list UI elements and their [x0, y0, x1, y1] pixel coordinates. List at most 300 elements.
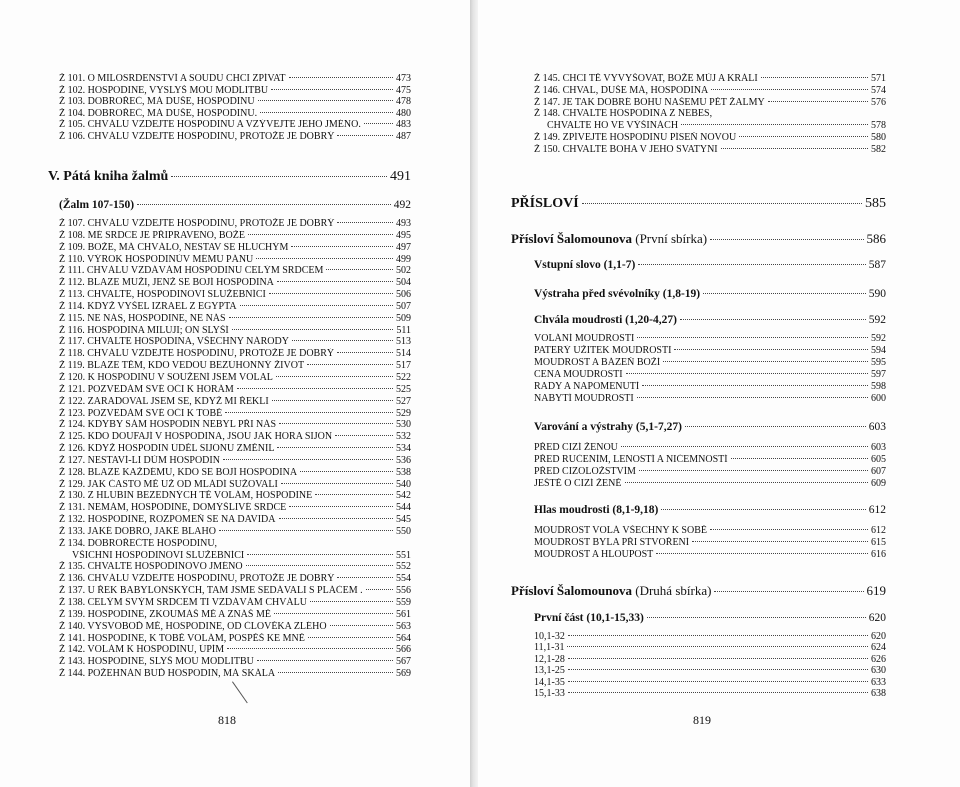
toc-subentry	[534, 665, 886, 676]
leader-dots	[248, 234, 393, 235]
entry-title: 14,1-35	[534, 676, 565, 688]
entry-page: 633	[871, 676, 886, 688]
entry-page: 603	[871, 442, 886, 453]
entry-page: 552	[396, 561, 411, 573]
entry-title: Ž 144. POŽEHNÁN BUĎ HOSPODIN, MÁ SKÁLA	[59, 668, 276, 680]
entry-title: 13,1-25	[534, 665, 565, 677]
entry-page: 525	[396, 383, 411, 395]
entry-title: Ž 142. VOLÁM K HOSPODINU, ÚPÍM	[59, 644, 225, 656]
wisdom-call-label: Hlas moudrosti (8,1-9,18)	[534, 504, 659, 516]
leader-dots	[271, 89, 393, 90]
left-top-entries	[59, 73, 411, 143]
entry-title: Ž 147. JE TAK DOBRÉ BOHU NAŠEMU PĚT ŽALMY	[534, 96, 765, 108]
entry-page: 564	[396, 632, 411, 644]
toc-entry	[534, 132, 886, 144]
toc-subentry	[534, 466, 886, 478]
entry-title: Ž 104. DOBROŘEČ, MÁ DUŠE, HOSPODINU.	[59, 107, 258, 119]
warnings-page: 603	[868, 421, 886, 433]
leader-dots	[308, 637, 393, 638]
entry-page: 605	[871, 453, 886, 465]
entry-page: 509	[396, 312, 411, 324]
entry-title: PŘED CIZÍ ŽENOU	[534, 442, 618, 453]
entry-title: Ž 129. JAK ČASTO MĚ UŽ OD MLÁDÍ SUŽOVALI	[59, 478, 278, 490]
entry-title: PŘED CIZOLOŽSTVÍM	[534, 465, 636, 477]
wisdom-praise-list	[534, 333, 886, 404]
toc-entry	[59, 265, 411, 277]
toc-entry	[59, 301, 411, 313]
entry-page: 495	[396, 229, 411, 241]
leader-dots	[247, 554, 393, 555]
entry-title: Ž 118. CHVÁLU VZDEJTE HOSPODINU, PROTOŽE JE DOBRÝ	[59, 348, 335, 360]
entry-page: 576	[871, 96, 886, 108]
toc-entry	[534, 120, 886, 132]
entry-page: 580	[871, 131, 886, 143]
toc-entry	[534, 73, 886, 85]
toc-entry	[59, 561, 411, 573]
entry-title: Ž 138. CELÝM SVÝM SRDCEM TI VZDÁVÁM CHVÁLU	[59, 597, 307, 608]
entry-title: PATERÝ UŽITEK MOUDROSTI	[534, 344, 672, 356]
entry-title: Ž 135. CHVALTE HOSPODINOVO JMÉNO	[59, 561, 243, 573]
part1-heading	[534, 611, 886, 625]
section-heading-page: 492	[393, 199, 411, 211]
leader-dots	[703, 293, 866, 294]
proverbs-heading-label: PŘÍSLOVÍ	[511, 196, 579, 211]
leader-dots	[232, 329, 394, 330]
wisdom-praise-label: Chvála moudrosti (1,20-4,27)	[534, 314, 677, 326]
collection-second-label: Přísloví Šalomounova	[511, 583, 632, 598]
entry-title: Ž 137. U ŘEK BABYLÓNSKÝCH, TAM JSME SEDÁVALI S PLÁČEM .	[59, 585, 363, 597]
leader-dots	[710, 239, 863, 240]
book-heading-page: 491	[390, 169, 411, 184]
entry-title: 10,1-32	[534, 631, 565, 642]
toc-entry	[59, 230, 411, 242]
section-heading-label: (Žalm 107-150)	[59, 199, 135, 211]
entry-page: 542	[396, 490, 411, 502]
entry-page: 532	[396, 431, 411, 443]
leader-dots	[647, 617, 866, 618]
entry-title: Ž 127. NESTAVÍ-LI DŮM HOSPODIN	[59, 454, 220, 466]
leader-dots	[279, 423, 393, 424]
leader-dots	[639, 470, 868, 471]
entry-page: 517	[396, 360, 411, 372]
leader-dots	[710, 529, 868, 530]
leader-dots	[278, 672, 393, 673]
leader-dots	[289, 77, 394, 78]
toc-subentry	[534, 478, 886, 490]
entry-page: 530	[396, 419, 411, 431]
entry-page: 620	[871, 631, 886, 642]
collection-second-sub: (Druhá sbírka)	[635, 583, 712, 598]
toc-subentry	[534, 442, 886, 454]
toc-entry	[59, 408, 411, 420]
leader-dots	[326, 269, 393, 270]
toc-entry	[59, 419, 411, 431]
toc-entry	[59, 289, 411, 301]
leader-dots	[276, 376, 393, 377]
toc-entry	[59, 372, 411, 384]
toc-entry	[59, 490, 411, 502]
leader-dots	[337, 577, 393, 578]
entry-title: Ž 134. DOBROŘEČTE HOSPODINU,	[59, 537, 218, 549]
leader-dots	[364, 123, 393, 124]
entry-page: 561	[396, 608, 411, 620]
entry-page: 582	[871, 143, 886, 155]
entry-title: Ž 140. VYSVOBOĎ MĚ, HOSPODINE, OD ČLOVĚKA ZLÉHO	[59, 620, 327, 632]
toc-subentry	[534, 369, 886, 381]
leader-dots	[582, 203, 862, 204]
leader-dots	[257, 660, 393, 661]
leader-dots	[223, 459, 393, 460]
entry-title: Ž 114. KDYŽ VYŠEL IZRAEL Z EGYPTA	[59, 300, 237, 312]
right-top-entries	[534, 73, 886, 156]
wisdom-call-heading	[534, 503, 886, 517]
entry-page: 578	[871, 120, 886, 132]
toc-entry	[59, 656, 411, 668]
toc-entry	[59, 644, 411, 656]
toc-entry	[534, 97, 886, 109]
entry-title: 11,1-31	[534, 642, 565, 654]
leader-dots	[626, 373, 868, 374]
toc-entry	[59, 668, 411, 680]
entry-title: 12,1-28	[534, 653, 565, 665]
toc-subentry	[534, 454, 886, 466]
entry-title: Ž 145. CHCI TĚ VYVYŠOVAT, BOŽE MŮJ A KRÁLI	[534, 73, 758, 84]
warning-heading	[534, 287, 886, 301]
toc-subentry	[534, 357, 886, 369]
entry-page: 559	[396, 597, 411, 608]
warnings-heading	[534, 420, 886, 434]
leader-dots	[621, 446, 868, 447]
leader-dots	[281, 483, 393, 484]
toc-entry	[534, 85, 886, 97]
toc-entry	[59, 360, 411, 372]
entry-page: 554	[396, 573, 411, 585]
warnings-label: Varování a výstrahy (5,1-7,27)	[534, 421, 682, 433]
entry-page: 616	[871, 548, 886, 560]
entry-page: 594	[871, 344, 886, 356]
section-heading	[59, 198, 411, 212]
entry-page: 475	[396, 84, 411, 96]
left-page-number: 818	[218, 713, 236, 727]
entry-title: Ž 112. BLAZE MUŽI, JENŽ SE BOJÍ HOSPODINA	[59, 277, 274, 289]
wisdom-call-page: 612	[868, 504, 886, 516]
entry-title: VŠICHNI HOSPODINOVI SLUŽEBNÍCI	[72, 549, 245, 561]
leader-dots	[310, 601, 393, 602]
leader-dots	[568, 658, 868, 659]
entry-page: 504	[396, 277, 411, 289]
entry-page: 556	[396, 585, 411, 597]
leader-dots	[637, 397, 868, 398]
leader-dots	[761, 77, 868, 78]
entry-page: 507	[396, 300, 411, 312]
warning-page: 590	[868, 288, 886, 300]
leader-dots	[568, 635, 868, 636]
entry-page: 624	[871, 642, 886, 654]
leader-dots	[237, 388, 393, 389]
entry-page: 480	[396, 107, 411, 119]
toc-subentry	[534, 381, 886, 393]
toc-entry	[59, 479, 411, 491]
warnings-list	[534, 442, 886, 490]
entry-title: Ž 130. Z HLUBIN BEZEDNÝCH TĚ VOLÁM, HOSPODINE	[59, 490, 313, 502]
entry-page: 609	[871, 477, 886, 489]
entry-title: NABYTÍ MOUDROSTI	[534, 392, 634, 404]
leader-dots	[721, 148, 868, 149]
entry-page: 595	[871, 356, 886, 368]
part1-label: První část (10,1-15,33)	[534, 612, 644, 624]
entry-page: 626	[871, 653, 886, 665]
toc-subentry	[534, 525, 886, 537]
entry-title: Ž 105. CHVÁLU VZDEJTE HOSPODINU A VZÝVEJTE JEHO JMÉNO.	[59, 119, 361, 131]
entry-page: 574	[871, 84, 886, 96]
leader-dots	[567, 646, 868, 647]
leader-dots	[661, 509, 865, 510]
toc-subentry	[534, 688, 886, 699]
leader-dots	[638, 264, 865, 265]
entry-page: 502	[396, 265, 411, 277]
proverbs-heading-page: 585	[865, 196, 886, 211]
toc-entry	[59, 242, 411, 254]
leader-dots	[258, 100, 393, 101]
leader-dots	[260, 112, 393, 113]
entry-title: Ž 133. JAKÉ DOBRO, JAKÉ BLAHO	[59, 525, 216, 537]
entry-title: Ž 139. HOSPODINE, ZKOUMÁŠ MĚ A ZNÁŠ MĚ	[59, 608, 271, 620]
toc-entry	[59, 609, 411, 621]
book-heading	[48, 168, 411, 185]
leader-dots	[711, 89, 868, 90]
toc-entry	[59, 277, 411, 289]
leader-dots	[246, 565, 393, 566]
entry-page: 566	[396, 644, 411, 656]
leader-dots	[568, 692, 868, 693]
part1-page: 620	[868, 612, 886, 624]
book-gutter	[470, 0, 478, 787]
toc-subentry	[534, 549, 886, 561]
entry-title: Ž 108. MÉ SRDCE JE PŘIPRAVENO, BOŽE	[59, 229, 245, 241]
leader-dots	[240, 305, 393, 306]
entry-title: Ž 146. CHVAL, DUŠE MÁ, HOSPODINA	[534, 84, 709, 96]
entry-page: 544	[396, 502, 411, 514]
toc-entry	[59, 254, 411, 266]
entry-title: Ž 111. CHVÁLU VZDÁVÁM HOSPODINU CELÝM SRDCEM	[59, 265, 324, 277]
leader-dots	[227, 648, 393, 649]
leader-dots	[274, 613, 393, 614]
intro-label: Vstupní slovo (1,1-7)	[534, 259, 636, 271]
leader-dots	[568, 681, 868, 682]
entry-title: Ž 143. HOSPODINE, SLYŠ MOU MODLITBU	[59, 656, 254, 668]
leader-dots	[277, 447, 393, 448]
entry-title: CHVALTE HO VE VÝŠINÁCH	[547, 120, 679, 132]
toc-subentry	[534, 537, 886, 549]
pencil-mark	[232, 681, 248, 703]
entry-title: Ž 150. CHVALTE BOHA V JEHO SVATYNI	[534, 143, 718, 155]
toc-subentry	[534, 654, 886, 665]
toc-subentry	[534, 642, 886, 653]
entry-title: PŘED RUČENÍM, LENOSTÍ A NIČEMNOSTÍ	[534, 453, 728, 465]
leader-dots	[731, 458, 868, 459]
wisdom-call-list	[534, 525, 886, 561]
entry-title: Ž 132. HOSPODINE, ROZPOMEŇ SE NA DAVIDA	[59, 514, 276, 526]
entry-title: Ž 116. HOSPODINA MILUJI; ON SLYŠÍ	[59, 324, 229, 336]
entry-title: JEŠTĚ O CIZÍ ŽENĚ	[534, 477, 622, 489]
entry-page: 545	[396, 514, 411, 526]
toc-entry	[534, 144, 886, 156]
toc-entry	[59, 455, 411, 467]
leader-dots	[642, 385, 868, 386]
leader-dots	[225, 412, 393, 413]
leader-dots	[219, 530, 393, 531]
book-heading-label: V. Pátá kniha žalmů	[48, 169, 169, 184]
toc-entry	[59, 119, 411, 131]
entry-page: 571	[871, 73, 886, 84]
toc-entry	[59, 131, 411, 143]
leader-dots	[674, 349, 868, 350]
toc-entry	[59, 443, 411, 455]
entry-page: 597	[871, 368, 886, 380]
collection-first-label: Přísloví Šalomounova	[511, 231, 632, 246]
leader-dots	[277, 281, 393, 282]
proverbs-heading	[511, 195, 886, 212]
entry-page: 536	[396, 454, 411, 466]
leader-dots	[229, 317, 393, 318]
toc-entry	[59, 218, 411, 230]
collection-second	[511, 582, 886, 599]
leader-dots	[256, 258, 393, 259]
entry-page: 638	[871, 688, 886, 700]
toc-entry	[59, 384, 411, 396]
toc-entry	[59, 108, 411, 120]
leader-dots	[768, 101, 868, 102]
entry-title: MOUDROST A BÁZEŇ BOŽÍ	[534, 356, 661, 368]
entry-page: 499	[396, 253, 411, 265]
toc-entry	[59, 538, 411, 550]
toc-entry	[59, 96, 411, 108]
entry-page: 493	[396, 218, 411, 229]
entry-page: 487	[396, 130, 411, 142]
entry-title: Ž 117. CHVALTE HOSPODINA, VŠECHNY NÁRODY	[59, 336, 289, 348]
collection-second-page: 619	[866, 583, 886, 598]
right-page	[478, 0, 960, 787]
entry-page: 538	[396, 466, 411, 478]
entry-title: Ž 125. KDO DOUFAJÍ V HOSPODINA, JSOU JAK HORA SIJÓN	[59, 431, 333, 443]
leader-dots	[337, 135, 393, 136]
toc-entry	[59, 85, 411, 97]
leader-dots	[739, 136, 868, 137]
leader-dots	[272, 400, 393, 401]
toc-subentry	[534, 677, 886, 688]
leader-dots	[292, 340, 393, 341]
entry-page: 483	[396, 119, 411, 131]
leader-dots	[692, 541, 868, 542]
entry-page: 607	[871, 465, 886, 477]
leader-dots	[637, 337, 868, 338]
leader-dots	[330, 625, 393, 626]
entry-page: 478	[396, 96, 411, 108]
entry-page: 540	[396, 478, 411, 490]
entry-title: Ž 107. CHVÁLU VZDEJTE HOSPODINU, PROTOŽE JE DOBRÝ	[59, 218, 335, 229]
entry-title: Ž 128. BLAZE KAŽDÉMU, KDO SE BOJÍ HOSPODINA	[59, 466, 298, 478]
toc-entry	[59, 467, 411, 479]
entry-title: Ž 109. BOŽE, MÁ CHVÁLO, NESTAV SE HLUCHÝM	[59, 241, 289, 253]
entry-page: 506	[396, 289, 411, 301]
toc-entry	[59, 621, 411, 633]
leader-dots	[337, 352, 393, 353]
wisdom-praise-heading	[534, 313, 886, 327]
entry-title: Ž 141. HOSPODINE, K TOBĚ VOLÁM, POSPĚŠ KE MNĚ	[59, 632, 305, 644]
leader-dots	[269, 293, 393, 294]
entry-title: MOUDROST BYLA PŘI STVOŘENÍ	[534, 536, 690, 548]
leader-dots	[315, 494, 393, 495]
wisdom-praise-page: 592	[868, 314, 886, 326]
entry-page: 612	[871, 525, 886, 536]
leader-dots	[568, 669, 868, 670]
entry-title: Ž 102. HOSPODINE, VYSLYŠ MOU MODLITBU	[59, 84, 269, 96]
leader-dots	[171, 176, 387, 177]
entry-title: Ž 148. CHVALTE HOSPODINA Z NEBES,	[534, 108, 713, 120]
entry-title: Ž 126. KDYŽ HOSPODIN ÚDĚL SIJÓNU ZMĚNIL	[59, 443, 275, 455]
entry-title: Ž 113. CHVALTE, HOSPODINOVI SLUŽEBNÍCI	[59, 289, 266, 301]
entry-title: RADY A NAPOMENUTÍ	[534, 380, 640, 392]
entry-page: 473	[396, 73, 411, 84]
entry-page: 592	[871, 333, 886, 344]
entry-title: 15,1-33	[534, 688, 565, 700]
toc-subentry	[534, 631, 886, 642]
entry-page: 529	[396, 407, 411, 419]
entry-title: Ž 110. VÝROK HOSPODINŮV MÉMU PÁNU	[59, 253, 254, 265]
toc-entry	[59, 396, 411, 408]
entry-title: Ž 115. NE NÁS, HOSPODINE, NE NÁS	[59, 312, 226, 324]
entry-page: 551	[396, 549, 411, 561]
entry-title: CENA MOUDROSTI	[534, 368, 623, 380]
toc-entry	[59, 336, 411, 348]
entry-title: Ž 131. NEMÁM, HOSPODINE, DOMÝŠLIVÉ SRDCE	[59, 502, 287, 514]
entry-page: 569	[396, 668, 411, 680]
toc-entry	[59, 502, 411, 514]
intro-heading	[534, 258, 886, 272]
entry-page: 600	[871, 392, 886, 404]
toc-entry	[534, 108, 886, 120]
leader-dots	[335, 435, 393, 436]
entry-title: Ž 120. K HOSPODINU V SOUŽENÍ JSEM VOLAL	[59, 371, 273, 383]
toc-entry	[59, 313, 411, 325]
right-page-number: 819	[693, 713, 711, 727]
leader-dots	[663, 361, 868, 362]
entry-page: 550	[396, 525, 411, 537]
entry-page: 522	[396, 371, 411, 383]
entry-title: MOUDROST A HLOUPOST	[534, 548, 654, 560]
left-psalm-list	[59, 218, 411, 680]
leader-dots	[714, 591, 863, 592]
leader-dots	[625, 482, 869, 483]
toc-entry	[59, 514, 411, 526]
entry-title: Ž 106. CHVÁLU VZDEJTE HOSPODINU, PROTOŽE JE DOBRÝ	[59, 130, 335, 142]
entry-page: 511	[396, 324, 411, 336]
entry-page: 534	[396, 443, 411, 455]
toc-subentry	[534, 393, 886, 405]
left-page	[0, 0, 470, 787]
leader-dots	[656, 553, 868, 554]
leader-dots	[337, 222, 393, 223]
part1-list	[534, 631, 886, 699]
leader-dots	[307, 364, 393, 365]
entry-title: MOUDROST VOLÁ VŠECHNY K SOBĚ	[534, 525, 707, 536]
entry-page: 630	[871, 665, 886, 677]
collection-first	[511, 230, 886, 247]
entry-page: 514	[396, 348, 411, 360]
toc-subentry	[534, 333, 886, 345]
leader-dots	[279, 518, 394, 519]
entry-page: 513	[396, 336, 411, 348]
